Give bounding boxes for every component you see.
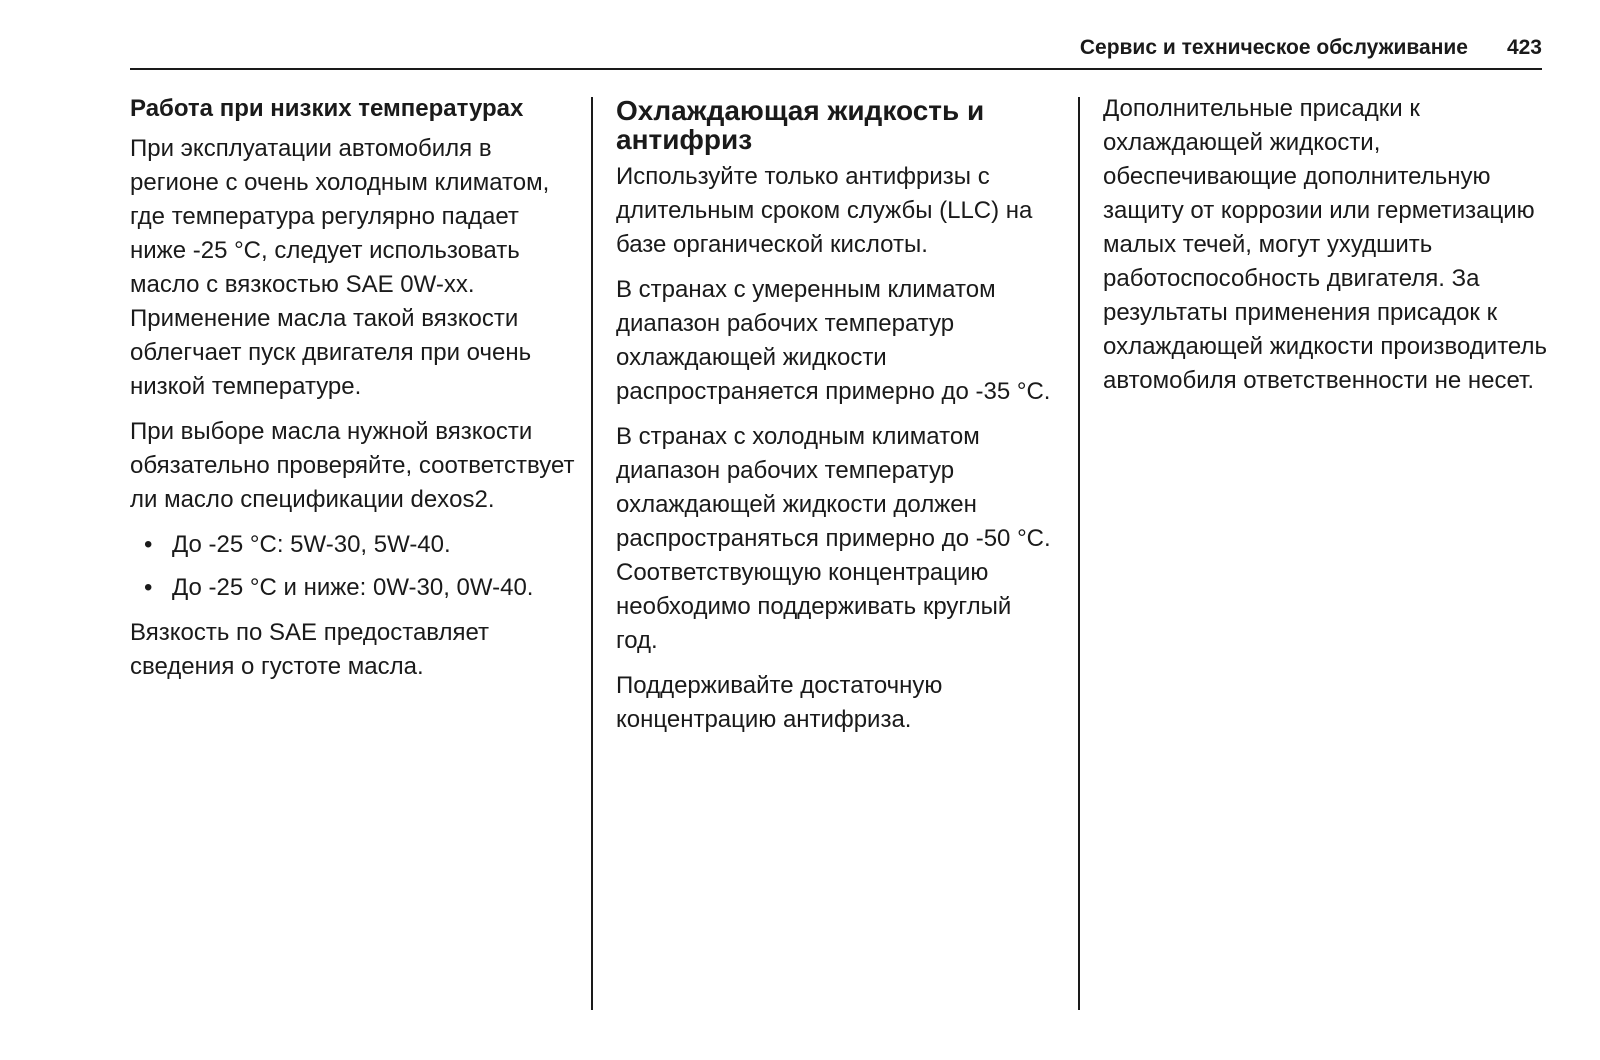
paragraph: При эксплуатации автомобиля в регионе с очень холодным климатом, где температура регулярно падает ниже -25 °С, следует использовать масло с вязкостью SAE 0W-xx. Применение масла такой вязкости облегчает пуск двигателя при очень низкой температуре. [130,135,550,400]
paragraph: В странах с холодным климатом диапазон рабочих температур охлаждающей жидкости должен распространяться примерно до -50 °C. Соответствующую концентрацию необходимо поддерживать круглый год. [616,423,1051,654]
paragraph: При выборе масла нужной вязкости обязательно проверяйте, соответствует ли масло спецификации dexos2. [130,418,575,513]
paragraph: Используйте только антифризы с длительным сроком службы (LLC) на базе органической кислоты. [616,163,1033,258]
list-item-text: До -25 °C: 5W-30, 5W-40. [172,531,451,558]
page-number: 423 [1506,36,1542,59]
section-heading-low-temperature: Работа при низких температурах [130,95,524,122]
list-item-text: До -25 °C и ниже: 0W-30, 0W-40. [172,574,534,601]
list-item [130,528,575,562]
paragraph: В странах с умеренным климатом диапазон рабочих температур охлаждающей жидкости распространяется примерно до -35 °C. [616,276,1051,405]
column-divider [591,97,593,1010]
column-right [1103,92,1548,409]
paragraph: Дополнительные присадки к охлаждающей жидкости, обеспечивающие дополнительную защиту от коррозии или герметизацию малых течей, могут ухудшить работоспособность двигателя. За результаты применения присадок к охлаждающей жидкости производитель автомобиля ответственности не несет. [1103,95,1547,394]
column-left [130,92,575,695]
viscosity-list [130,528,575,605]
column-divider [1078,97,1080,1010]
paragraph: Поддерживайте достаточную концентрацию антифриза. [616,672,943,733]
bullet-icon: • [144,531,153,558]
paragraph: Вязкость по SAE предоставляет сведения о густоте масла. [130,619,490,680]
bullet-icon: • [144,574,153,601]
column-middle [616,92,1056,748]
list-item [130,571,575,605]
section-heading-coolant: Охлаждающая жидкость и антифриз [616,95,985,155]
running-title: Сервис и техническое обслуживание [1079,36,1468,59]
page-header [130,34,1542,70]
